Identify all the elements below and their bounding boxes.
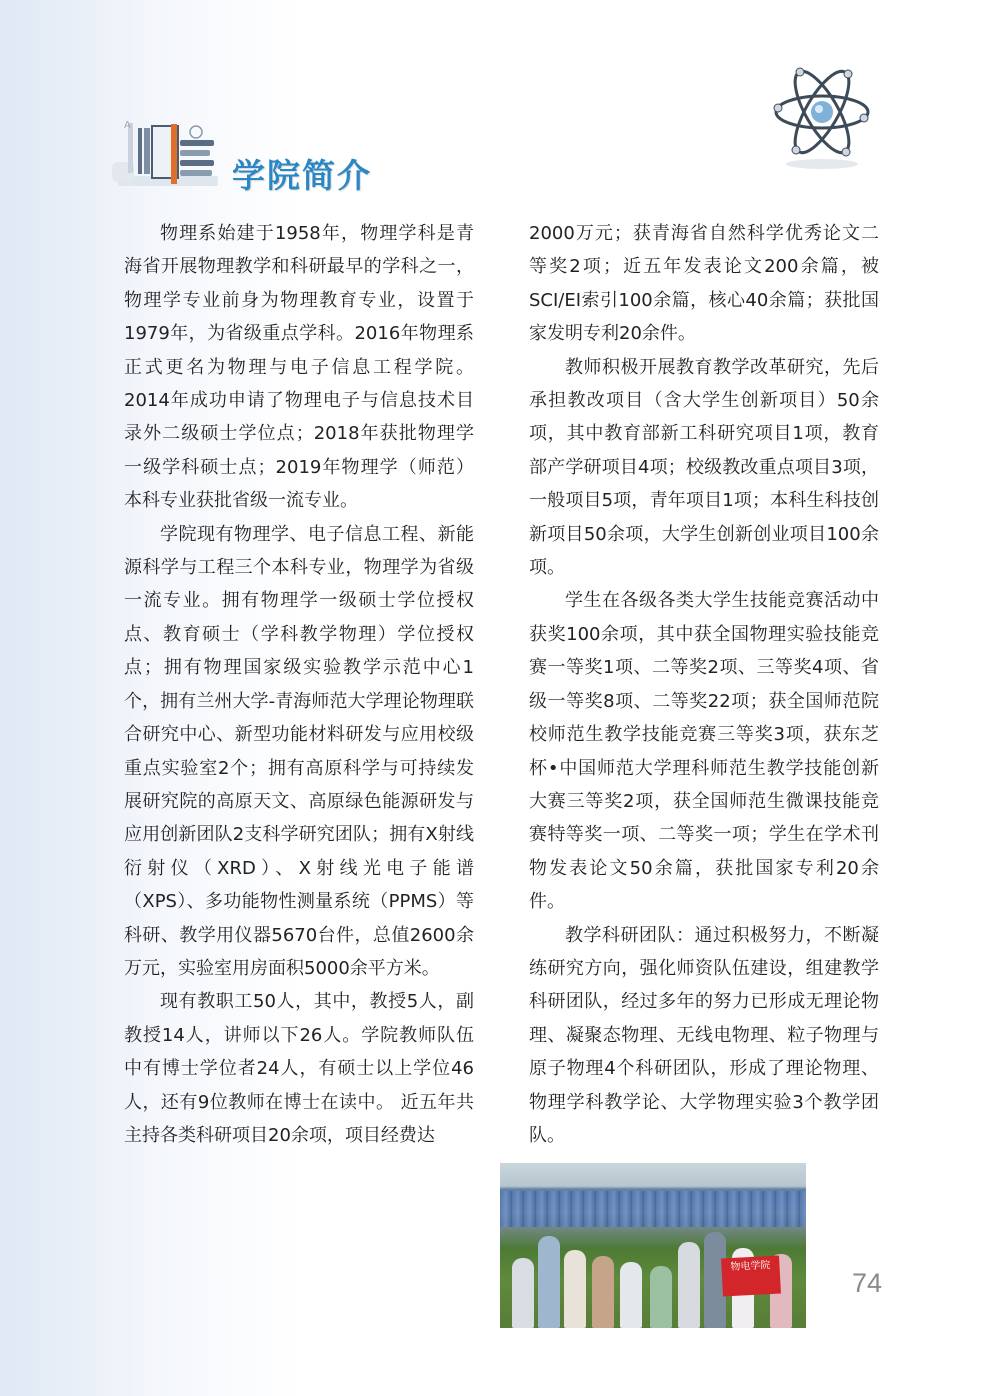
paragraph-student-awards: 学生在各级各类大学生技能竞赛活动中获奖100余项，其中获全国物理实验技能竞赛一等奖1项、二等奖2项、三等奖4项、省级一等奖8项、二等奖22项；获全国师范院校师范生教学技能竞赛三等奖3项，获东芝杯•中国师范大学理科师范生教学技能创新大赛三等奖2项，获全国师范生微课技能竞赛特等奖一项、二等奖一项；学生在学术刊物发表论文50余篇，获批国家专利20余件。 [529, 590, 879, 913]
student-figure [564, 1250, 586, 1328]
class-banner: 物电学院 [721, 1256, 781, 1297]
paragraph-teaching-reform: 教师积极开展教育教学改革研究，先后承担教改项目（含大学生创新项目）50余项，其中教育部新工科研究项目1项，教育部产学研项目4项；校级教改重点项目3项，一般项目5项，青年项目1项；本科生科技创新项目50余项，大学生创新创业项目100余项。 [529, 356, 879, 579]
students-photo [500, 1163, 806, 1328]
student-figure [678, 1242, 700, 1328]
atom-icon [768, 62, 876, 172]
paragraph-staff: 现有教职工50人，其中，教授5人，副教授14人，讲师以下26人。学院教师队伍中有博士学位者24人，有硕士以上学位46人，还有9位教师在博士在读中。 近五年共主持各类科研项目20余项，项目经费达 [124, 991, 474, 1146]
student-figure [620, 1262, 642, 1328]
paragraph-facilities: 学院现有物理学、电子信息工程、新能源科学与工程三个本科专业，物理学为省级一流专业。拥有物理学一级硕士学位授权点、教育硕士（学科教学物理）学位授权点；拥有物理国家级实验教学示范中心1个，拥有兰州大学-青海师范大学理论物理联合研究中心、新型功能材料研发与应用校级重点实验室2个；拥有高原科学与可持续发展研究院的高原天文、高原绿色能源研发与应用创新团队2支科学研究团队；拥有X射线衍射仪（XRD）、X射线光电子能谱（XPS）、多功能物性测量系统（PPMS）等科研、教学用仪器5670台件，总值2600余万元，实验室用房面积5000余平方米。 [124, 523, 474, 979]
books-document-icon [108, 118, 223, 198]
student-figure [538, 1236, 560, 1328]
svg-text:A: A [124, 120, 131, 131]
paragraph-history: 物理系始建于1958年，物理学科是青海省开展物理教学和科研最早的学科之一，物理学专业前身为物理教育专业，设置于1979年，为省级重点学科。2016年物理系正式更名为物理与电子信息工程学院。2014年成功申请了物理电子与信息技术目录外二级硕士学位点；2018年获批物理学一级学科硕士点；2019年物理学（师范）本科专业获批省级一流专业。 [124, 223, 474, 512]
student-figure [512, 1258, 534, 1328]
section-title: 学院简介 [232, 156, 372, 195]
student-figure [650, 1266, 672, 1328]
left-column [124, 217, 474, 1152]
student-figure [592, 1256, 614, 1328]
right-column [529, 217, 879, 1152]
page-number: 74 [852, 1268, 883, 1298]
paragraph-research-teams: 教学科研团队：通过积极努力，不断凝练研究方向，强化师资队伍建设，组建教学科研团队，经过多年的努力已形成无理论物理、凝聚态物理、无线电物理、粒子物理与原子物理4个科研团队，形成了理论物理、物理学科教学论、大学物理实验3个教学团队。 [529, 924, 879, 1146]
stadium-stand [500, 1191, 806, 1227]
section-header [108, 118, 408, 198]
paragraph-research-output: 2000万元；获青海省自然科学优秀论文二等奖2项；近五年发表论文200余篇，被SCI/EI索引100余篇，核心40余篇；获批国家发明专利20余件。 [529, 223, 879, 345]
